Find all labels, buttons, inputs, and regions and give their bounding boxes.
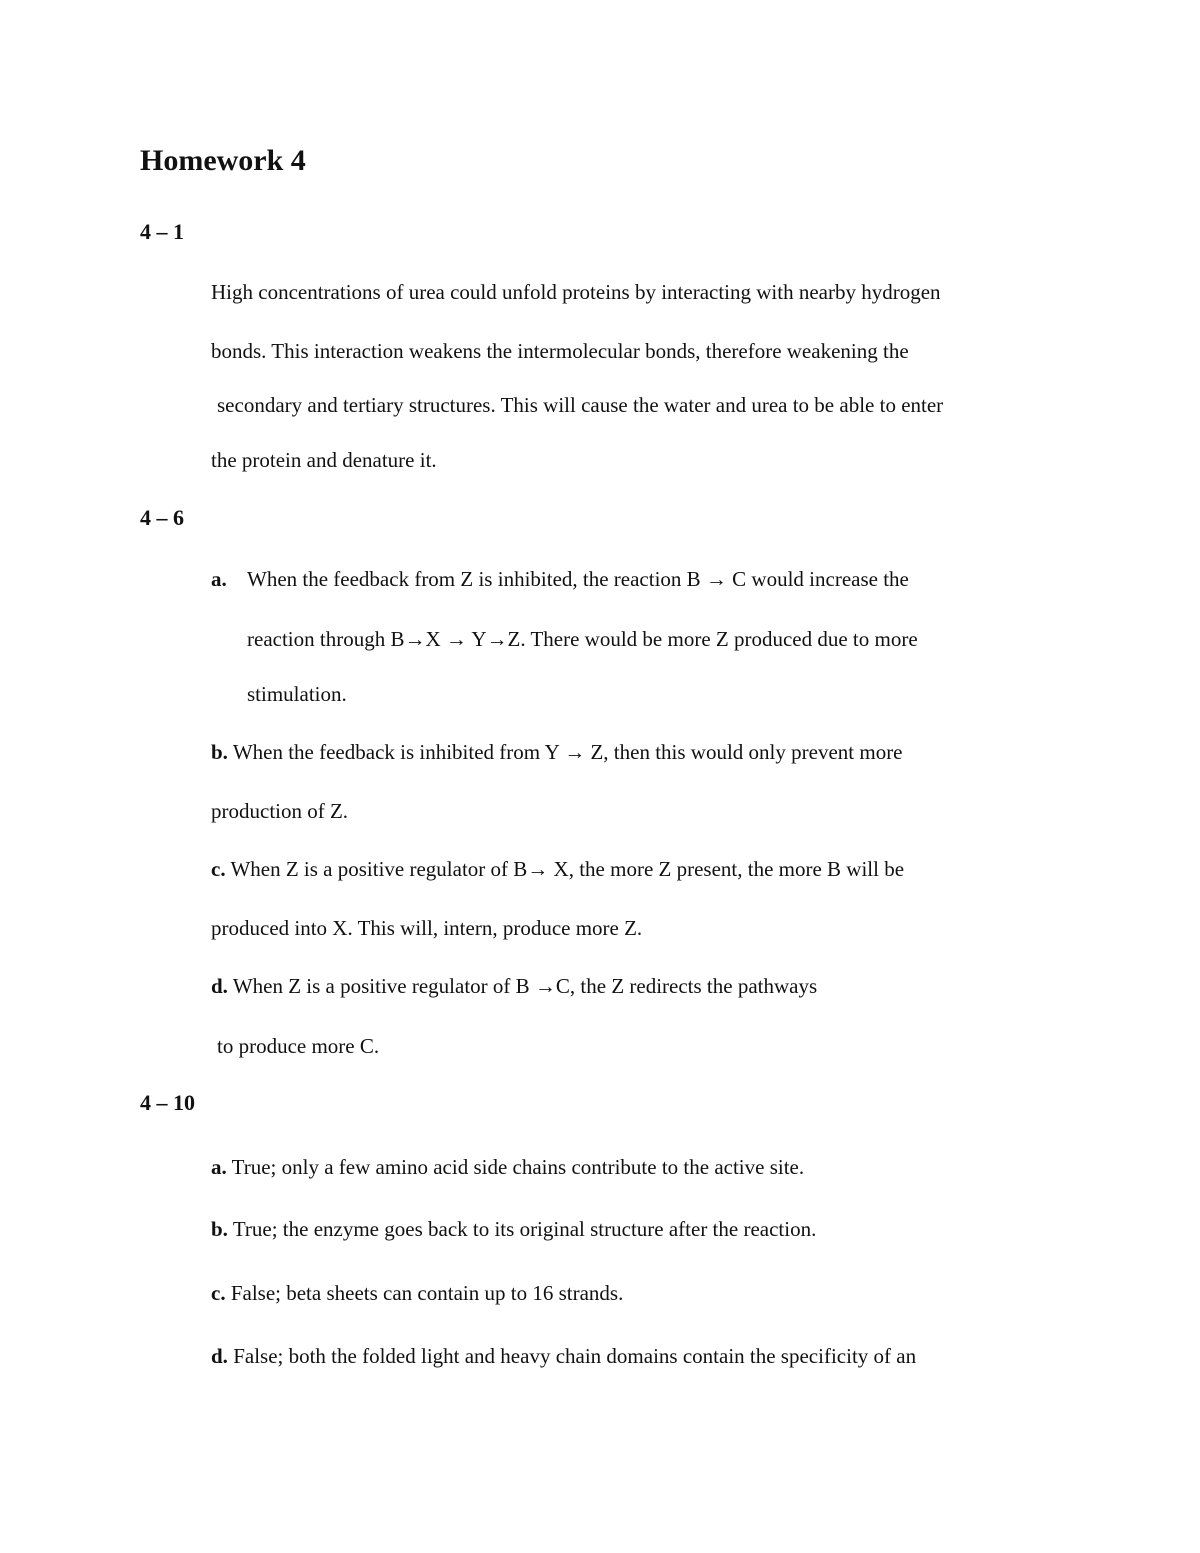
item-text: True; only a few amino acid side chains contribute to the active site. <box>231 1155 805 1179</box>
section-heading-4-6: 4 – 6 <box>140 505 184 530</box>
list-item-d <box>211 1343 916 1369</box>
item-label: c. <box>211 1281 226 1305</box>
answer-line: reaction through B→X → Y→Z. There would be more Z produced due to more <box>247 627 918 651</box>
list-item-c <box>211 856 904 882</box>
answer-line: produced into X. This will, intern, produce more Z. <box>211 916 643 940</box>
answer-line: High concentrations of urea could unfold proteins by interacting with nearby hydrogen <box>211 280 941 304</box>
answer-line: secondary and tertiary structures. This will cause the water and urea to be able to enter <box>217 393 944 417</box>
item-text: False; both the folded light and heavy chain domains contain the specificity of an <box>233 1344 917 1368</box>
answer-line: bonds. This interaction weakens the intermolecular bonds, therefore weakening the <box>211 339 909 363</box>
list-item-b <box>211 1216 816 1242</box>
item-label: b. <box>211 740 228 764</box>
item-text: True; the enzyme goes back to its original structure after the reaction. <box>232 1217 817 1241</box>
answer-line: production of Z. <box>211 799 349 823</box>
item-text: When Z is a positive regulator of B →C, the Z redirects the pathways <box>232 974 818 998</box>
list-item-b <box>211 739 903 765</box>
list-item-a <box>211 566 227 592</box>
answer-line: the protein and denature it. <box>211 448 437 472</box>
item-label: d. <box>211 974 228 998</box>
item-text: False; beta sheets can contain up to 16 strands. <box>230 1281 624 1305</box>
answer-line: to produce more C. <box>217 1034 380 1058</box>
item-label: a. <box>211 567 227 591</box>
item-label: c. <box>211 857 226 881</box>
item-label: a. <box>211 1155 227 1179</box>
item-label: b. <box>211 1217 228 1241</box>
section-heading-4-1: 4 – 1 <box>140 219 184 244</box>
page-title: Homework 4 <box>140 144 306 177</box>
item-text: When Z is a positive regulator of B→ X, the more Z present, the more B will be <box>230 857 905 881</box>
list-item-a <box>211 1154 804 1180</box>
list-item-d <box>211 973 817 999</box>
answer-line: stimulation. <box>247 682 347 706</box>
item-label: d. <box>211 1344 228 1368</box>
list-item-c <box>211 1280 623 1306</box>
answer-line: When the feedback from Z is inhibited, the reaction B → C would increase the <box>247 567 909 591</box>
item-text: When the feedback is inhibited from Y → Z, then this would only prevent more <box>232 740 903 764</box>
section-heading-4-10: 4 – 10 <box>140 1090 195 1115</box>
